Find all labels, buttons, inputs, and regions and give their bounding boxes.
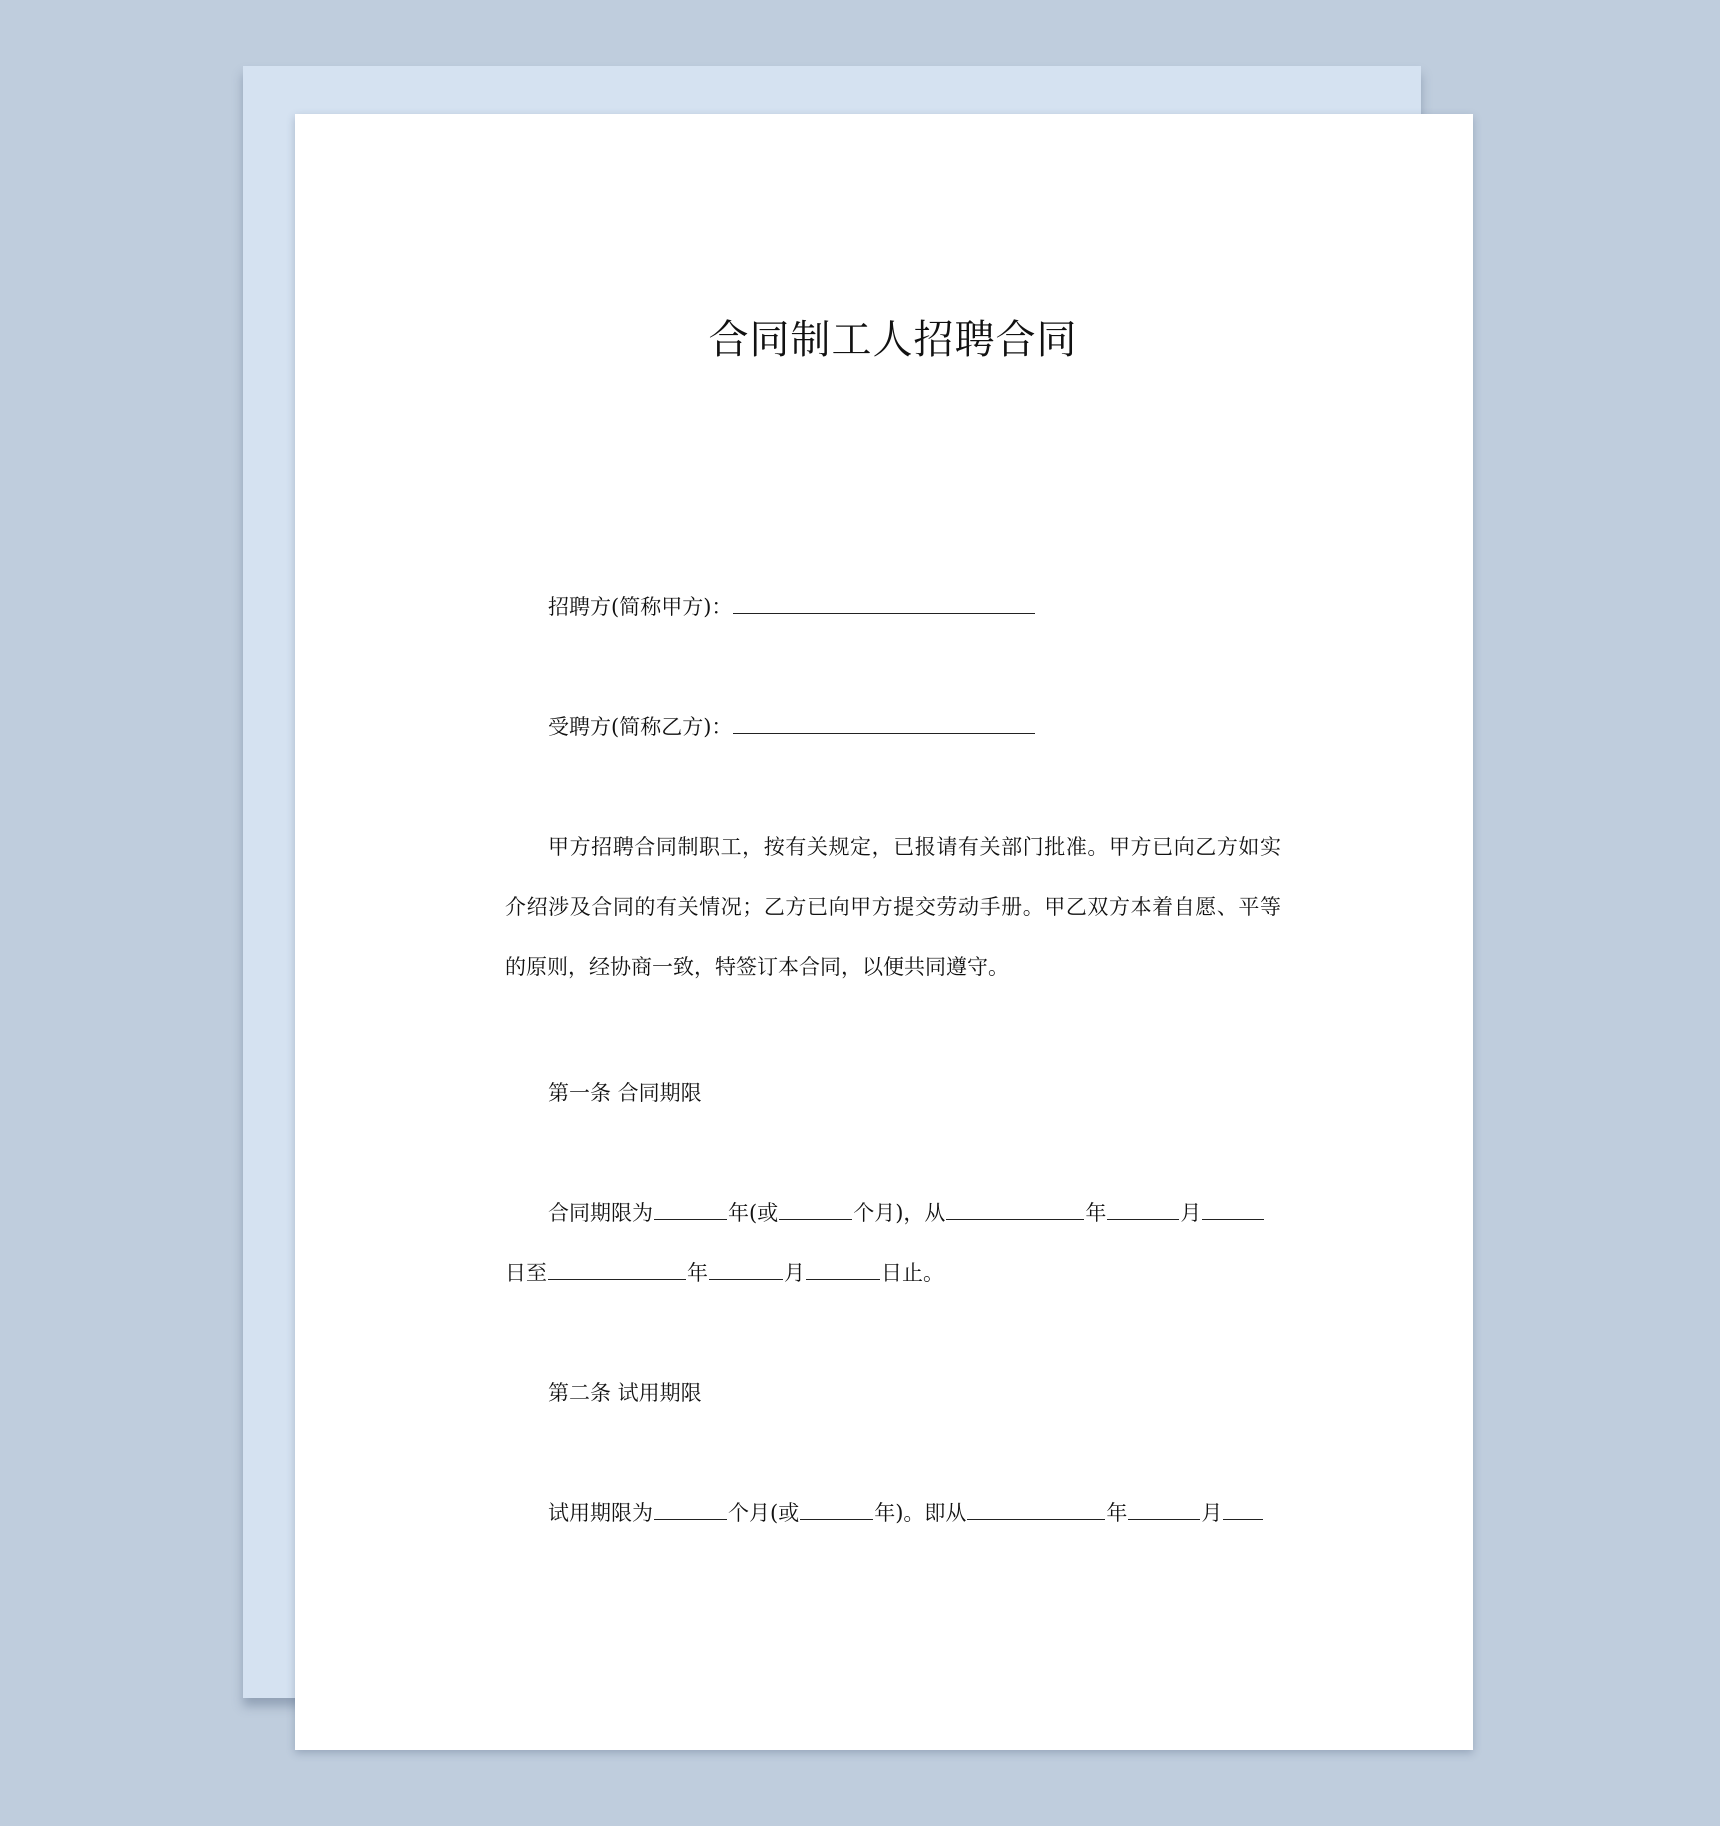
end-month-field[interactable] [709, 1259, 783, 1280]
probation-years-field[interactable] [800, 1499, 873, 1520]
article-2-heading: 第二条 试用期限 [548, 1381, 702, 1405]
intro-line-2: 介绍涉及合同的有关情况；乙方已向甲方提交劳动手册。甲乙双方本着自愿、平等 [505, 895, 1281, 919]
party-a-label: 招聘方(简称甲方)： [548, 595, 733, 619]
contract-years-field[interactable] [654, 1199, 727, 1220]
intro-paragraph [505, 817, 1281, 997]
article-2-line-1 [505, 1498, 1281, 1528]
start-year-field[interactable] [946, 1199, 1084, 1220]
article-2-text: 年 [1106, 1501, 1128, 1525]
party-b-label: 受聘方(简称乙方)： [548, 715, 733, 739]
probation-start-day-field[interactable] [1223, 1499, 1263, 1520]
article-1-text: 月 [784, 1261, 805, 1285]
article-1-text: 日止。 [881, 1261, 944, 1285]
probation-months-field[interactable] [654, 1499, 727, 1520]
article-2-text: 年)。即从 [874, 1501, 967, 1525]
article-1-line-1 [505, 1198, 1281, 1228]
article-1-text: 合同期限为 [548, 1201, 653, 1225]
article-1-text: 年 [1085, 1201, 1107, 1225]
start-day-field[interactable] [1202, 1199, 1264, 1220]
article-1-text: 年 [687, 1261, 708, 1285]
document-title: 合同制工人招聘合同 [708, 317, 1078, 363]
article-1-text: 年(或 [728, 1201, 779, 1225]
probation-start-month-field[interactable] [1128, 1499, 1200, 1520]
article-1-text: 日至 [505, 1261, 547, 1285]
article-2-text: 试用期限为 [548, 1501, 653, 1525]
article-2-text: 月 [1201, 1501, 1223, 1525]
start-month-field[interactable] [1107, 1199, 1179, 1220]
party-b-line [505, 712, 1281, 742]
party-b-name-field[interactable] [733, 713, 1035, 734]
article-1-text: 月 [1180, 1201, 1202, 1225]
party-a-name-field[interactable] [733, 593, 1035, 614]
article-1-line-2 [505, 1258, 1281, 1288]
article-1-text: 个月)，从 [853, 1201, 946, 1225]
end-day-field[interactable] [806, 1259, 880, 1280]
probation-start-year-field[interactable] [967, 1499, 1105, 1520]
contract-months-field[interactable] [779, 1199, 852, 1220]
article-2-text: 个月(或 [728, 1501, 800, 1525]
intro-line-3: 的原则，经协商一致，特签订本合同，以便共同遵守。 [505, 955, 1009, 979]
document-page [295, 114, 1473, 1750]
article-1-heading: 第一条 合同期限 [548, 1081, 702, 1105]
party-a-line [505, 592, 1281, 622]
intro-line-1: 甲方招聘合同制职工，按有关规定，已报请有关部门批准。甲方已向乙方如实 [548, 835, 1281, 859]
end-year-field[interactable] [548, 1259, 686, 1280]
